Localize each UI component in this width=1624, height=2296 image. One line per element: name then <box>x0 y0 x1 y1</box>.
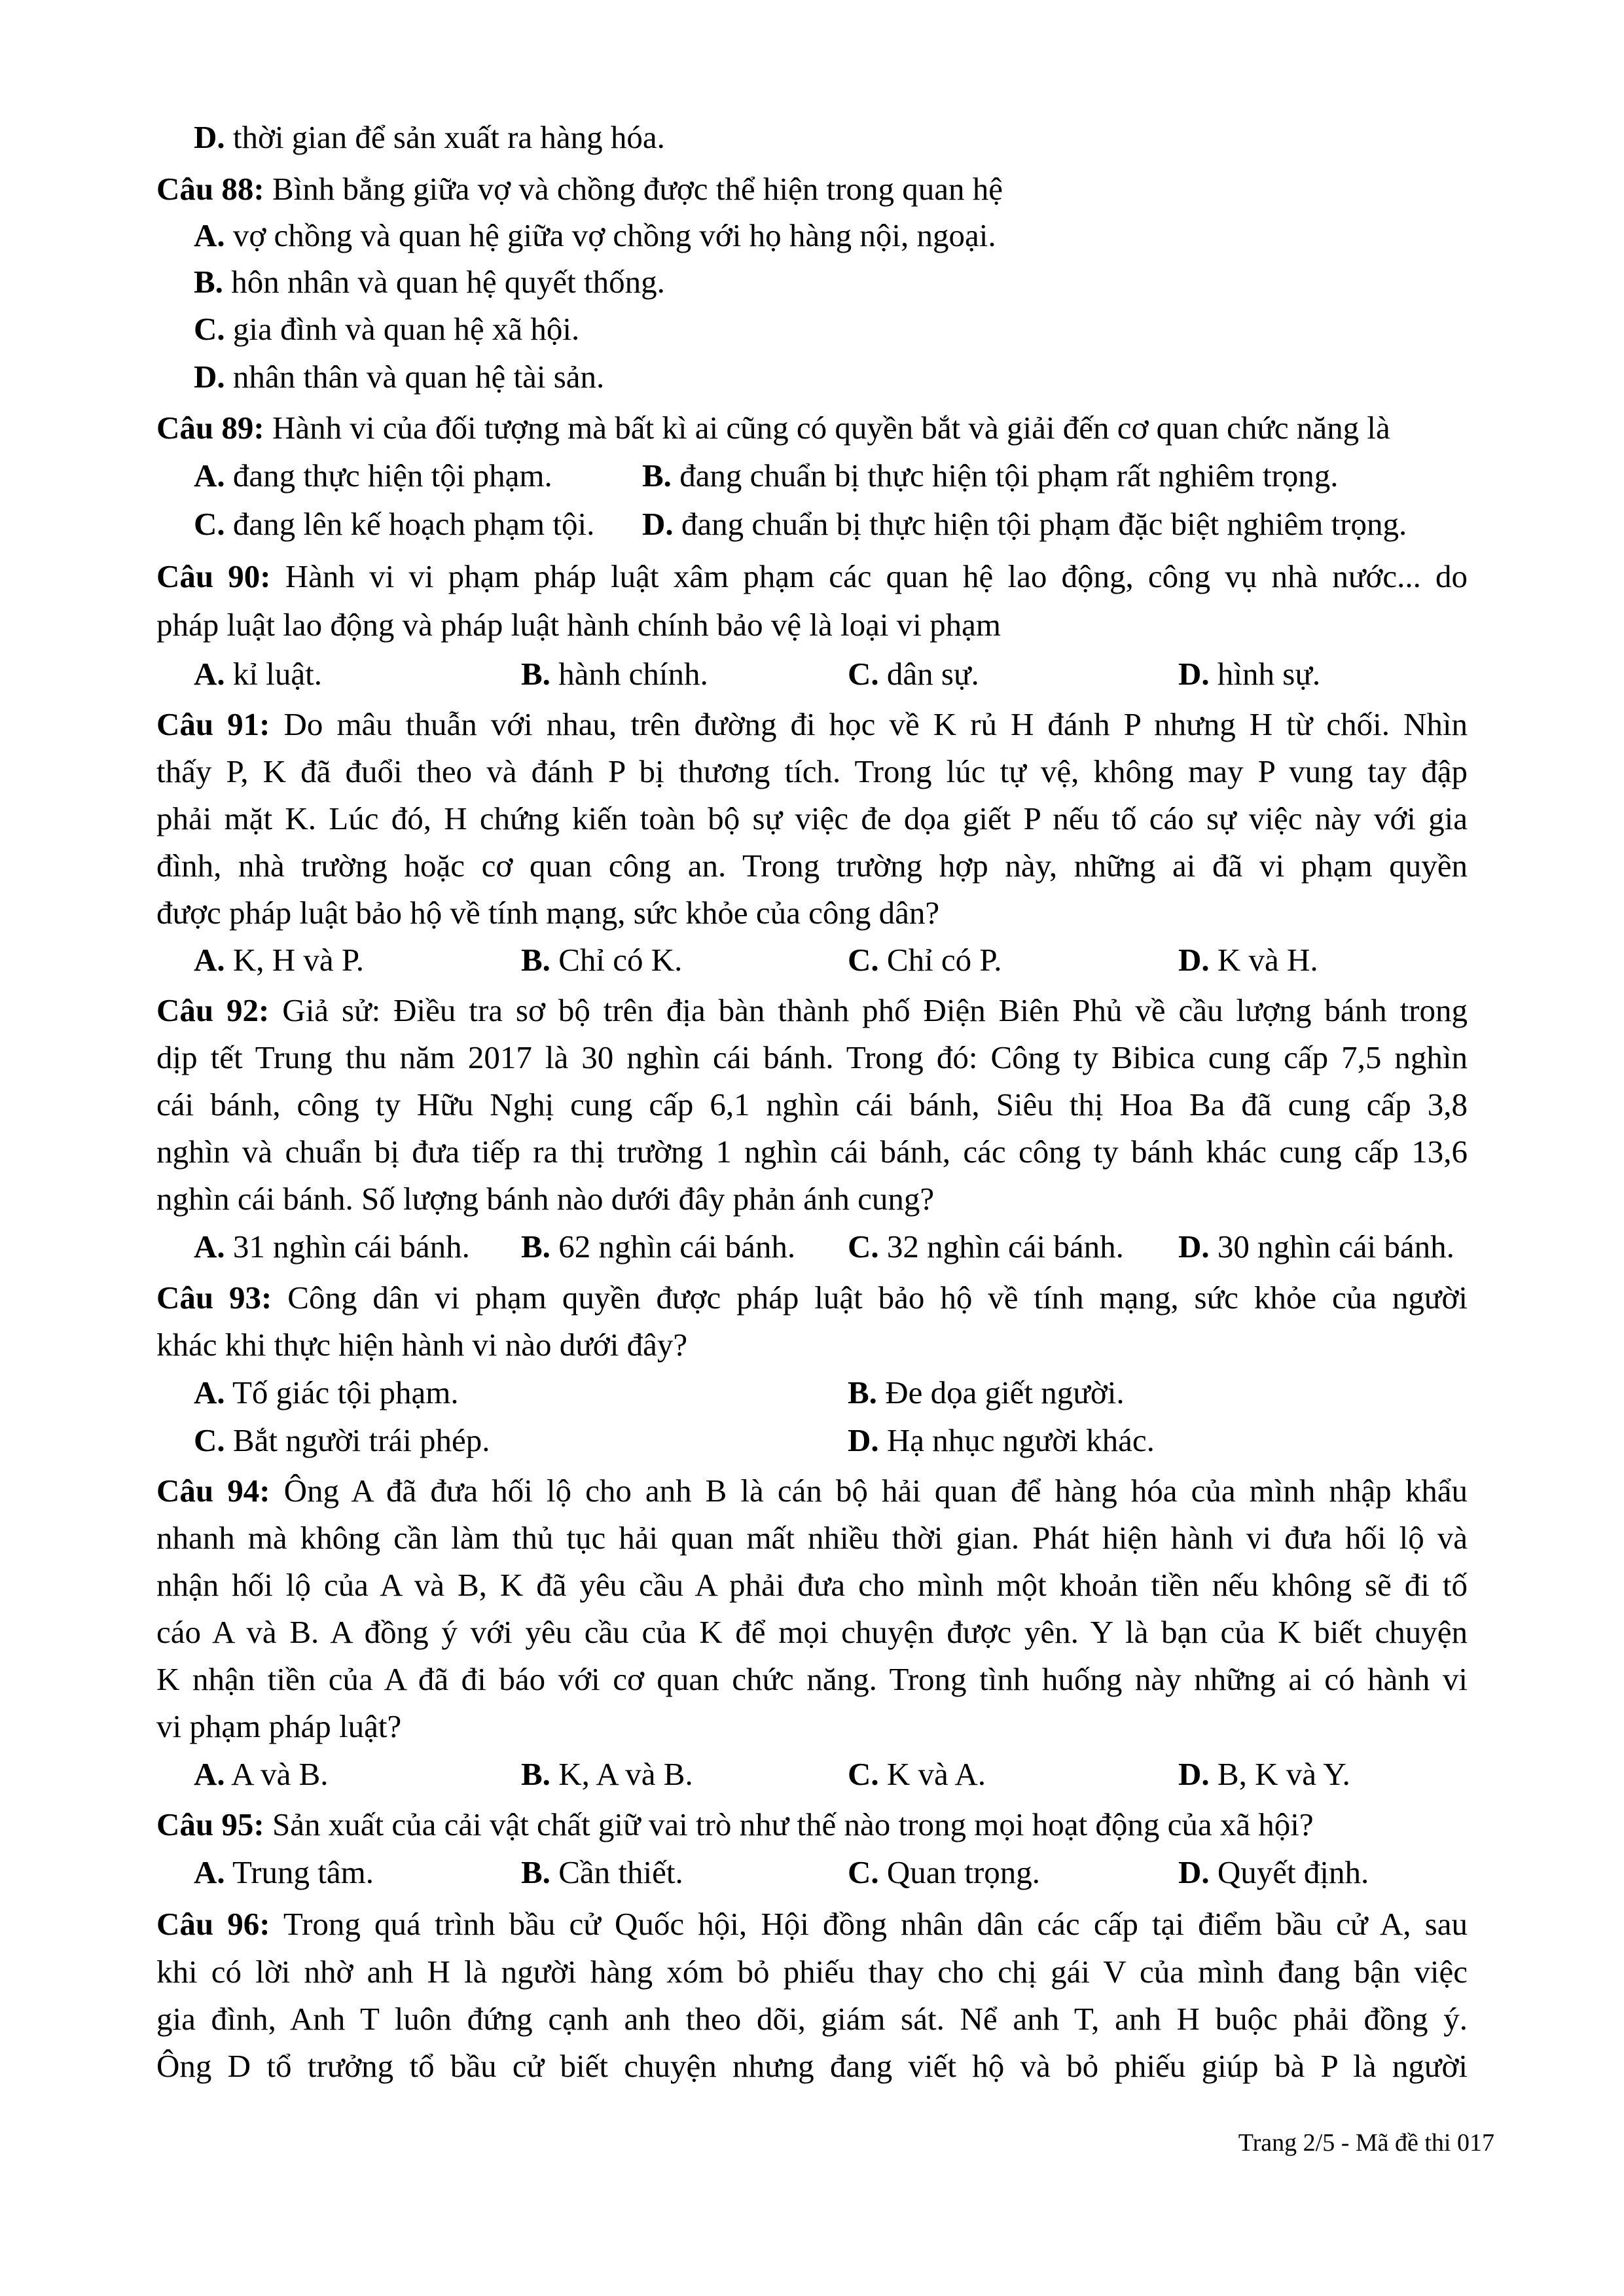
option-91-c: C. Chỉ có P. <box>848 942 1002 978</box>
option-90-a: A. kỉ luật. <box>194 656 322 692</box>
option-92-b: B. 62 nghìn cái bánh. <box>521 1229 796 1265</box>
option-94-a: A. A và B. <box>194 1756 329 1792</box>
question-92: Câu 92: Giả sử: Điều tra sơ bộ trên địa bàn thành phố Điện Biên Phủ về cầu lượng bánh trong <box>156 992 1468 1028</box>
option-93-d: D. Hạ nhục người khác. <box>848 1422 1155 1458</box>
question-92-cont-1: dịp tết Trung thu năm 2017 là 30 nghìn cái bánh. Trong đó: Công ty Bibica cung cấp 7,5 nghìn <box>156 1039 1468 1075</box>
option-94-b: B. K, A và B. <box>521 1756 693 1792</box>
option-90-d: D. hình sự. <box>1178 656 1321 692</box>
option-89-c: C. đang lên kế hoạch phạm tội. <box>194 506 595 542</box>
question-92-cont-3: nghìn và chuẩn bị đưa tiếp ra thị trường 1 nghìn cái bánh, các công ty bánh khác cung cấp 13,6 <box>156 1134 1468 1170</box>
option-89-a: A. đang thực hiện tội phạm. <box>194 457 552 493</box>
option-89-b: B. đang chuẩn bị thực hiện tội phạm rất nghiêm trọng. <box>642 457 1339 493</box>
option-91-a: A. K, H và P. <box>194 942 364 978</box>
option-92-c: C. 32 nghìn cái bánh. <box>848 1229 1124 1265</box>
option-92-d: D. 30 nghìn cái bánh. <box>1178 1229 1454 1265</box>
option-88-a: A. vợ chồng và quan hệ giữa vợ chồng với họ hàng nội, ngoại. <box>194 217 996 253</box>
option-90-c: C. dân sự. <box>848 656 979 692</box>
question-96-cont-1: khi có lời nhờ anh H là người hàng xóm bỏ phiếu thay cho chị gái V của mình đang bận việc <box>156 1954 1468 1990</box>
question-89: Câu 89: Hành vi của đối tượng mà bất kì ai cũng có quyền bắt và giải đến cơ quan chức năng là <box>156 410 1390 446</box>
question-90: Câu 90: Hành vi vi phạm pháp luật xâm phạm các quan hệ lao động, công vụ nhà nước... do <box>156 558 1468 594</box>
option-88-b: B. hôn nhân và quan hệ quyết thống. <box>194 264 665 300</box>
question-94-cont-3: cáo A và B. A đồng ý với yêu cầu của K để mọi chuyện được yên. Y là bạn của K biết chuyện <box>156 1614 1468 1650</box>
option-95-c: C. Quan trọng. <box>848 1854 1040 1890</box>
option-93-c: C. Bắt người trái phép. <box>194 1422 490 1458</box>
question-96-cont-3: Ông D tổ trưởng tổ bầu cử biết chuyện nhưng đang viết hộ và bỏ phiếu giúp bà P là người <box>156 2048 1468 2084</box>
question-91-cont-2: phải mặt K. Lúc đó, H chứng kiến toàn bộ sự việc đe dọa giết P nếu tố cáo sự việc này với gia <box>156 800 1468 836</box>
page-footer: Trang 2/5 - Mã đề thi 017 <box>1238 2129 1494 2157</box>
question-91-cont-4: được pháp luật bảo hộ về tính mạng, sức khỏe của công dân? <box>156 895 940 931</box>
option-89-d: D. đang chuẩn bị thực hiện tội phạm đặc biệt nghiêm trọng. <box>642 506 1407 542</box>
option-88-d: D. nhân thân và quan hệ tài sản. <box>194 359 605 395</box>
question-93-cont: khác khi thực hiện hành vi nào dưới đây? <box>156 1327 688 1363</box>
option-93-a: A. Tố giác tội phạm. <box>194 1374 459 1410</box>
question-92-cont-2: cái bánh, công ty Hữu Nghị cung cấp 6,1 nghìn cái bánh, Siêu thị Hoa Ba đã cung cấp 3,8 <box>156 1086 1468 1122</box>
question-91: Câu 91: Do mâu thuẫn với nhau, trên đường đi học về K rủ H đánh P nhưng H từ chối. Nhìn <box>156 706 1468 742</box>
question-92-cont-4: nghìn cái bánh. Số lượng bánh nào dưới đây phản ánh cung? <box>156 1181 935 1217</box>
question-88: Câu 88: Bình bẳng giữa vợ và chồng được thể hiện trong quan hệ <box>156 171 1003 207</box>
option-91-b: B. Chỉ có K. <box>521 942 683 978</box>
question-91-cont-3: đình, nhà trường hoặc cơ quan công an. Trong trường hợp này, những ai đã vi phạm quyền <box>156 848 1468 884</box>
question-91-cont-1: thấy P, K đã đuổi theo và đánh P bị thương tích. Trong lúc tự vệ, không may P vung tay đập <box>156 753 1468 789</box>
option-94-c: C. K và A. <box>848 1756 986 1792</box>
question-94: Câu 94: Ông A đã đưa hối lộ cho anh B là cán bộ hải quan để hàng hóa của mình nhập khẩu <box>156 1473 1468 1509</box>
option-90-b: B. hành chính. <box>521 656 708 692</box>
option-88-c: C. gia đình và quan hệ xã hội. <box>194 311 580 347</box>
option-87-d: D. thời gian để sản xuất ra hàng hóa. <box>194 119 665 155</box>
question-94-cont-4: K nhận tiền của A đã đi báo với cơ quan chức năng. Trong tình huống này những ai có hành vi <box>156 1661 1468 1697</box>
option-91-d: D. K và H. <box>1178 942 1318 978</box>
question-93: Câu 93: Công dân vi phạm quyền được pháp luật bảo hộ về tính mạng, sức khỏe của người <box>156 1280 1468 1316</box>
question-94-cont-2: nhận hối lộ của A và B, K đã yêu cầu A phải đưa cho mình một khoản tiền nếu không sẽ đi tố <box>156 1567 1468 1603</box>
question-90-cont: pháp luật lao động và pháp luật hành chính bảo vệ là loại vi phạm <box>156 607 1001 643</box>
option-93-b: B. Đe dọa giết người. <box>848 1374 1125 1410</box>
question-96-cont-2: gia đình, Anh T luôn đứng cạnh anh theo dõi, giám sát. Nể anh T, anh H buộc phải đồng ý. <box>156 2001 1468 2037</box>
question-94-cont-5: vi phạm pháp luật? <box>156 1708 402 1744</box>
option-95-b: B. Cần thiết. <box>521 1854 683 1890</box>
option-94-d: D. B, K và Y. <box>1178 1756 1350 1792</box>
question-94-cont-1: nhanh mà không cần làm thủ tục hải quan mất nhiều thời gian. Phát hiện hành vi đưa hối lộ và <box>156 1520 1468 1556</box>
option-95-a: A. Trung tâm. <box>194 1854 374 1890</box>
option-95-d: D. Quyết định. <box>1178 1854 1369 1890</box>
option-92-a: A. 31 nghìn cái bánh. <box>194 1229 470 1265</box>
question-96: Câu 96: Trong quá trình bầu cử Quốc hội, Hội đồng nhân dân các cấp tại điểm bầu cử A, sau <box>156 1906 1468 1942</box>
question-95: Câu 95: Sản xuất của cải vật chất giữ vai trò như thế nào trong mọi hoạt động của xã hội? <box>156 1806 1314 1842</box>
